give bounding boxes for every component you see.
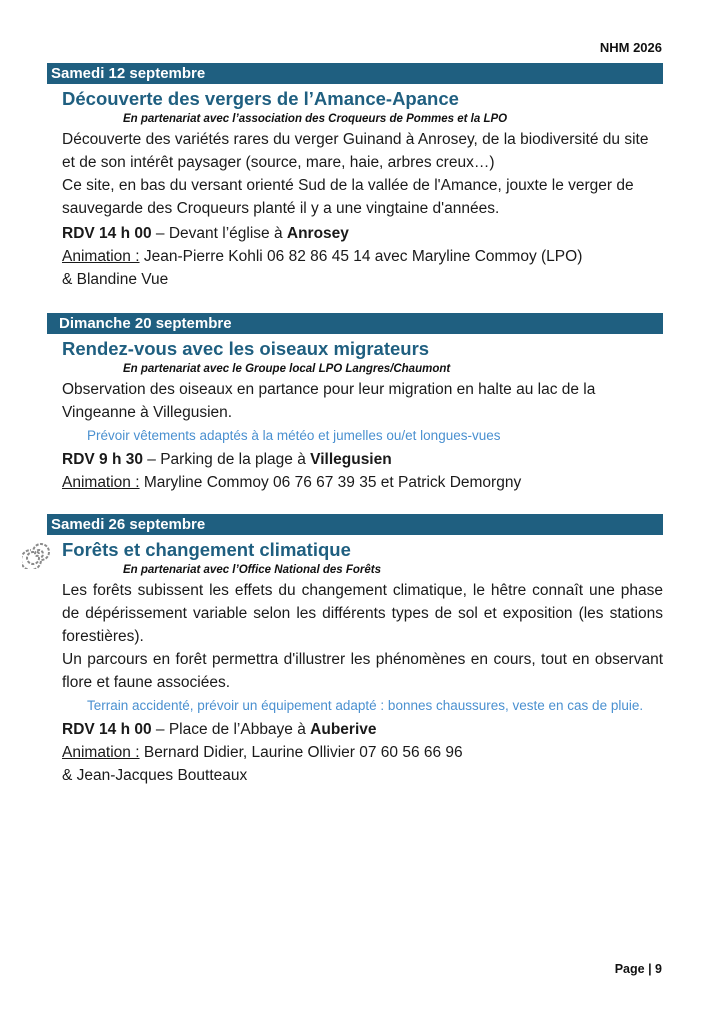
event-description: Ce site, en bas du versant orienté Sud de la vallée de l'Amance, jouxte le verger de sauvegarde des Croqueurs planté il y a une vingtaine d'années.: [62, 177, 634, 217]
event-title: Forêts et changement climatique: [62, 539, 351, 560]
event-partner: En partenariat avec l’association des Croqueurs de Pommes et la LPO: [123, 113, 508, 125]
rdv-time: RDV 14 h 00: [62, 225, 152, 242]
event-description: Un parcours en forêt permettra d'illustrer les phénomènes en cours, tout en observant flore et faune associées.: [62, 651, 663, 691]
event-note: Terrain accidenté, prévoir un équipement adapté : bonnes chaussures, veste en cas de pluie.: [87, 698, 644, 713]
event-title: Rendez-vous avec les oiseaux migrateurs: [62, 338, 430, 359]
animation-label: Animation :: [62, 248, 140, 265]
event-animation-continued: & Blandine Vue: [62, 271, 169, 288]
rdv-time: RDV 9 h 30: [62, 451, 143, 468]
spiral-logo-icon: [22, 539, 52, 569]
event-rdv: [62, 718, 663, 741]
page-number: Page | 9: [614, 962, 662, 976]
event-animation: [62, 245, 663, 268]
document-header-label: NHM 2026: [599, 40, 662, 55]
rdv-place: Anrosey: [286, 225, 349, 242]
event-description: Découverte des variétés rares du verger Guinand à Anrosey, de la biodiversité du site et de son intérêt paysager (source, mare, haie, arbres creux…): [62, 131, 649, 171]
animation-label: Animation :: [62, 744, 140, 761]
event-section-3: [47, 514, 663, 787]
event-animation: [62, 741, 663, 764]
rdv-text: – Place de l’Abbaye à: [151, 721, 311, 738]
rdv-place: Auberive: [310, 721, 377, 738]
event-rdv: [62, 222, 663, 245]
event-date-bar: Samedi 12 septembre: [47, 63, 663, 84]
rdv-text: – Devant l’église à: [151, 225, 287, 242]
animation-text: Maryline Commoy 06 76 67 39 35 et Patrick Demorgny: [139, 474, 522, 491]
event-section-2: [47, 313, 663, 494]
event-description: Les forêts subissent les effets du changement climatique, le hêtre connaît une phase de dépérissement variable selon les différents types de sol et exposition (les stations forestières).: [62, 582, 663, 645]
rdv-time: RDV 14 h 00: [62, 721, 152, 738]
event-title: Découverte des vergers de l’Amance-Apance: [62, 88, 459, 109]
event-date-bar: Samedi 26 septembre: [47, 514, 663, 535]
animation-text: Jean-Pierre Kohli 06 82 86 45 14 avec Maryline Commoy (LPO): [139, 248, 583, 265]
event-partner: En partenariat avec le Groupe local LPO Langres/Chaumont: [123, 363, 451, 375]
event-section-1: [47, 63, 663, 291]
animation-label: Animation :: [62, 474, 140, 491]
event-animation-continued: & Jean-Jacques Boutteaux: [62, 767, 248, 784]
event-note: Prévoir vêtements adaptés à la météo et jumelles ou/et longues-vues: [87, 428, 501, 443]
event-partner: En partenariat avec l’Office National des Forêts: [123, 564, 381, 576]
animation-text: Bernard Didier, Laurine Ollivier 07 60 56 66 96: [139, 744, 463, 761]
event-animation: [62, 471, 663, 494]
event-date-bar: Dimanche 20 septembre: [47, 313, 663, 334]
event-rdv: [62, 448, 663, 471]
rdv-place: Villegusien: [310, 451, 392, 468]
event-description: Observation des oiseaux en partance pour leur migration en halte au lac de la Vingeanne à Villegusien.: [62, 381, 596, 421]
rdv-text: – Parking de la plage à: [142, 451, 311, 468]
